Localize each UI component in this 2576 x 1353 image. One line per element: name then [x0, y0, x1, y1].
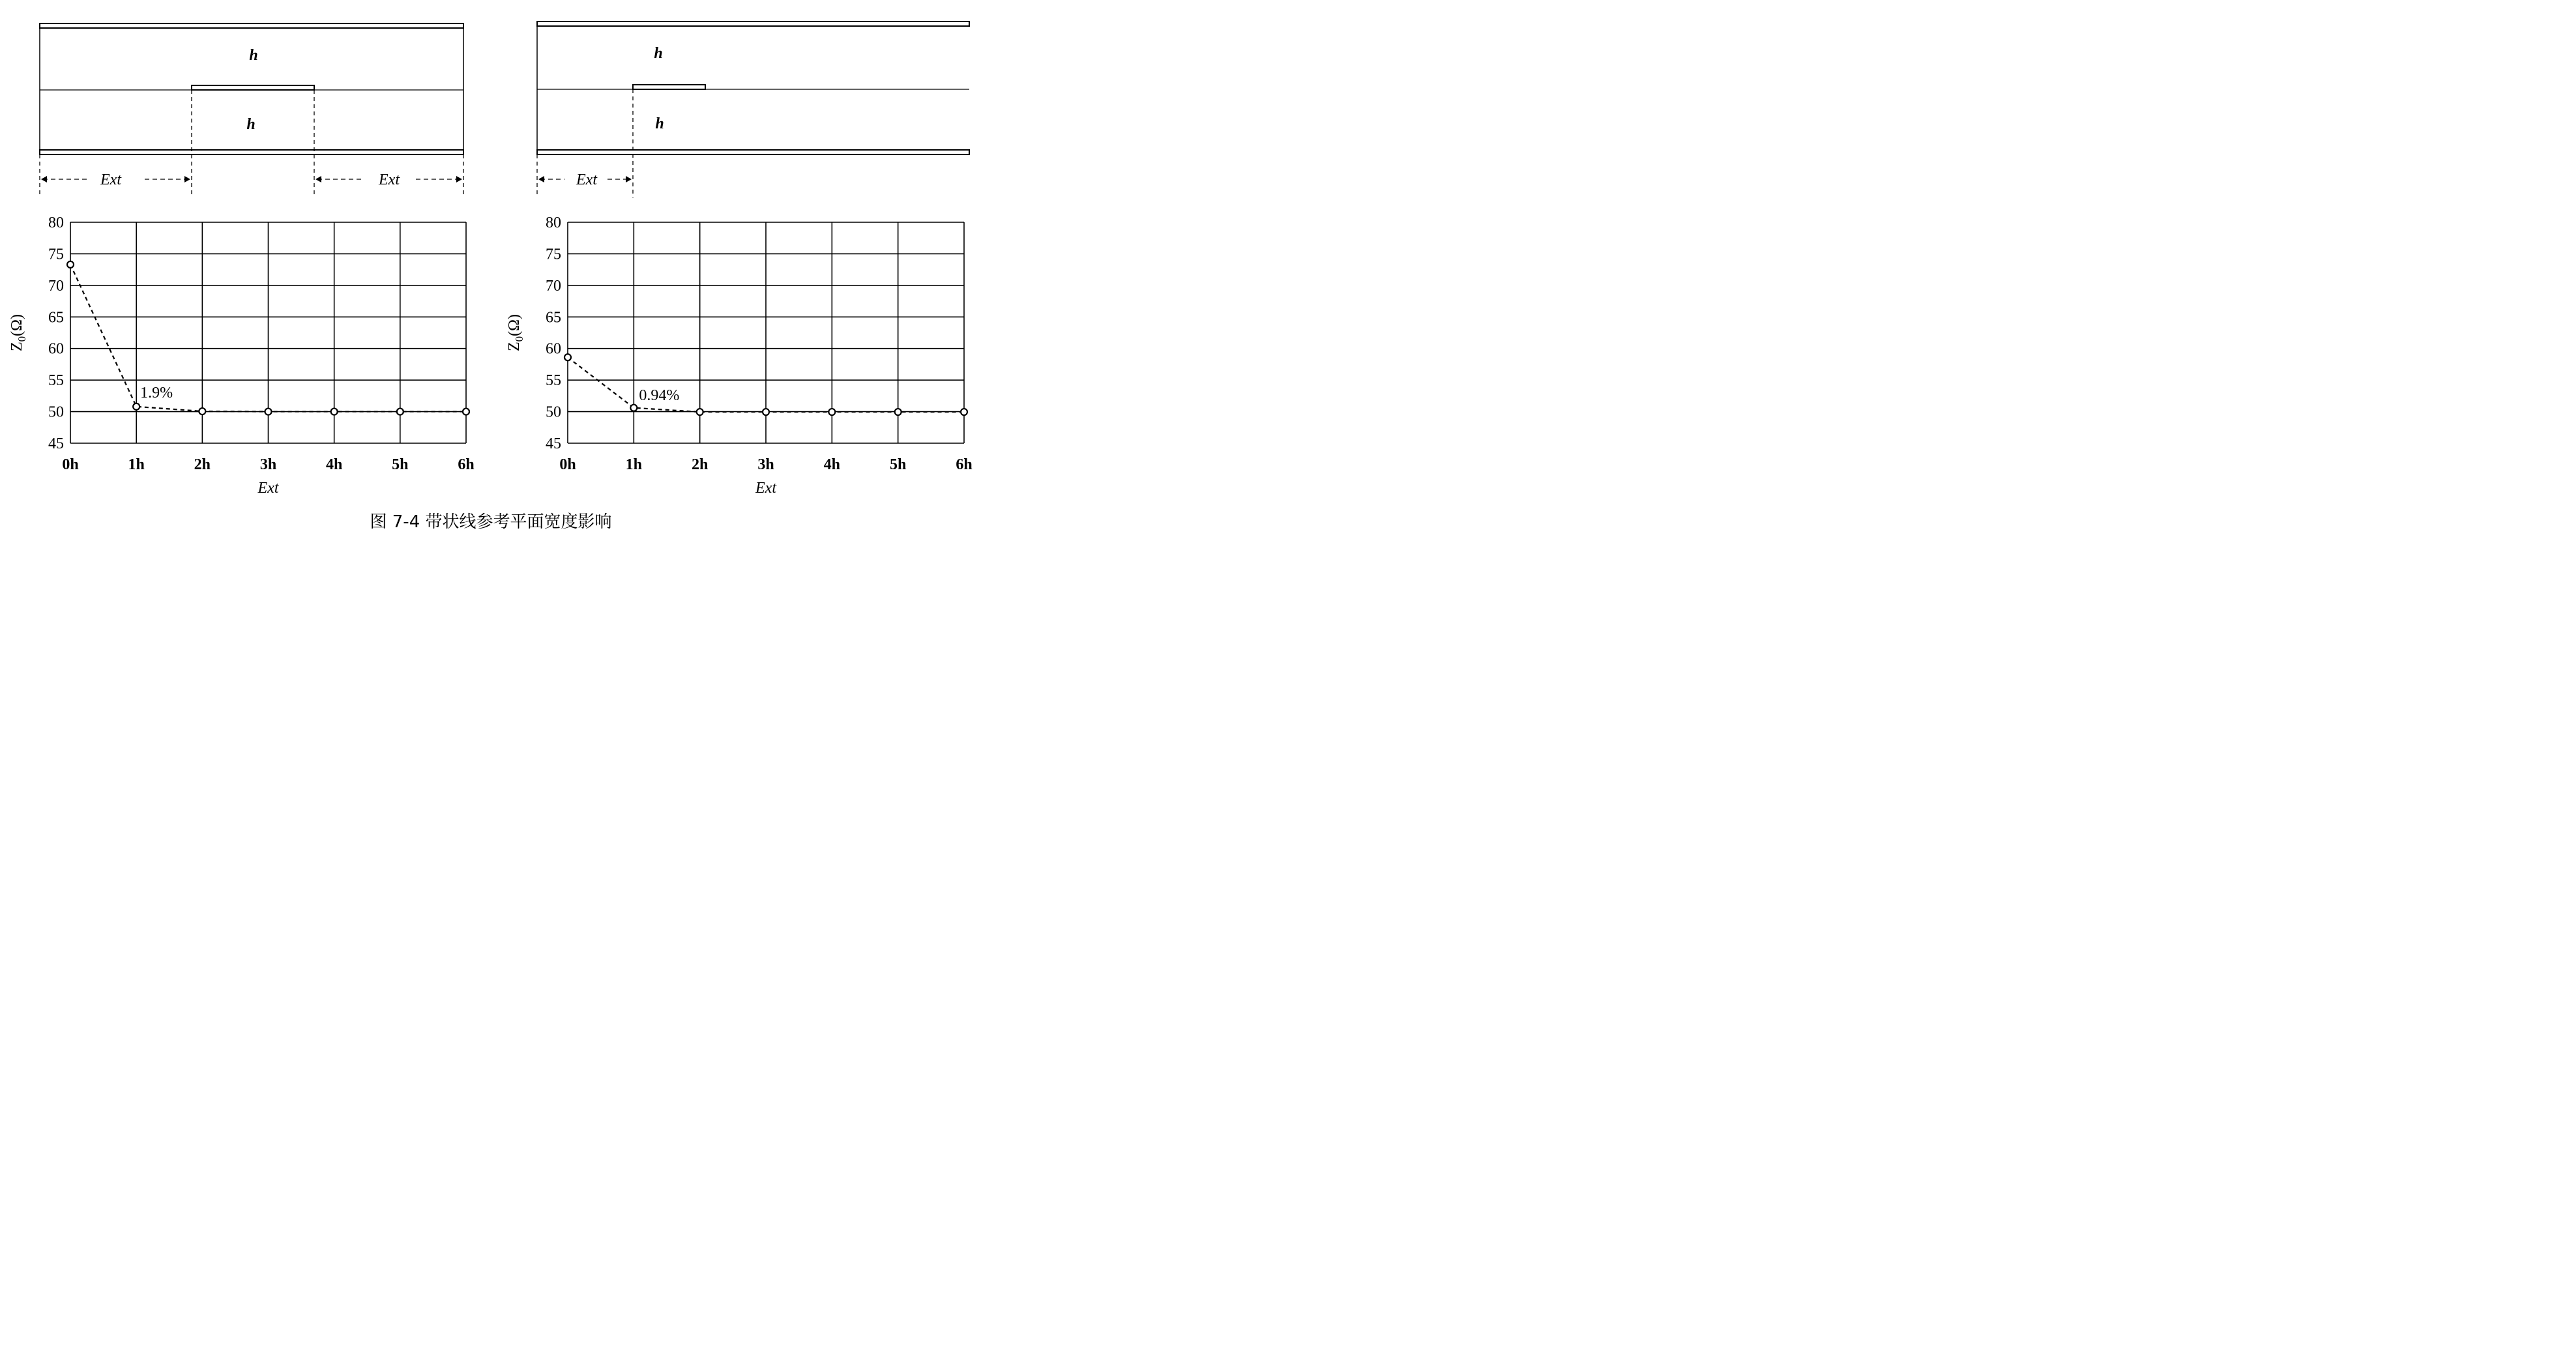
data-point: [265, 409, 272, 415]
x-tick-labels: [559, 456, 972, 473]
y-tick-label: 55: [48, 372, 64, 390]
x-tick-label: 5h: [392, 456, 409, 473]
data-point: [895, 409, 901, 415]
ext-label-right: Ext: [379, 171, 400, 188]
y-axis-label: $Z_0(\Omega)$: [506, 314, 525, 351]
y-axis-label: $Z_0(\Omega)$: [8, 314, 28, 351]
data-point: [397, 409, 403, 415]
h-bottom-label: h: [246, 116, 256, 133]
percent-annotation: 0.94%: [639, 386, 680, 404]
ext-label-left: Ext: [100, 171, 121, 188]
x-tick-label: 3h: [757, 456, 774, 473]
figure-caption: 图 7-4 带状线参考平面宽度影响: [370, 512, 612, 531]
y-tick-label: 80: [546, 214, 561, 231]
x-tick-label: 6h: [956, 456, 973, 473]
right-stripline-diagram: [537, 22, 969, 197]
x-tick-label: 4h: [325, 456, 343, 473]
y-tick-labels: [546, 214, 561, 452]
y-tick-label: 65: [48, 309, 64, 327]
y-tick-label: 60: [48, 340, 64, 358]
x-axis-label: Ext: [755, 480, 776, 497]
y-tick-label: 80: [48, 214, 64, 231]
signal-trace: [633, 85, 705, 89]
y-tick-labels: [48, 214, 64, 452]
h-bottom-label: h: [655, 115, 664, 132]
data-point: [697, 409, 703, 415]
h-top-label: h: [654, 45, 663, 62]
x-tick-labels: [62, 456, 474, 473]
data-point: [630, 405, 637, 411]
data-point: [133, 403, 139, 410]
y-tick-label: 50: [546, 403, 561, 421]
figure-canvas: [0, 0, 1010, 531]
x-tick-label: 6h: [458, 456, 475, 473]
bottom-reference-plane: [40, 150, 463, 154]
data-point: [961, 409, 967, 415]
ext-label: Ext: [576, 171, 597, 188]
data-point: [463, 409, 469, 415]
x-tick-label: 3h: [259, 456, 277, 473]
top-reference-plane: [40, 23, 463, 28]
y-tick-label: 70: [48, 277, 64, 295]
y-tick-label: 75: [546, 246, 561, 263]
data-point: [331, 409, 338, 415]
y-tick-label: 65: [546, 309, 561, 327]
bottom-reference-plane: [537, 150, 969, 154]
x-tick-label: 1h: [625, 456, 643, 473]
y-tick-label: 70: [546, 277, 561, 295]
data-point: [564, 354, 571, 360]
top-reference-plane: [537, 22, 969, 26]
x-tick-label: 0h: [559, 456, 576, 473]
data-point: [67, 261, 74, 268]
right-impedance-chart: [506, 214, 973, 497]
signal-trace: [192, 85, 314, 90]
x-tick-label: 2h: [691, 456, 709, 473]
data-point: [763, 409, 769, 415]
x-tick-label: 5h: [889, 456, 907, 473]
percent-annotation: 1.9%: [140, 384, 173, 401]
data-point: [828, 409, 835, 415]
x-tick-label: 2h: [194, 456, 211, 473]
data-point: [199, 408, 205, 415]
left-impedance-chart: [8, 214, 475, 497]
y-tick-label: 75: [48, 246, 64, 263]
x-tick-label: 0h: [62, 456, 79, 473]
x-tick-label: 4h: [823, 456, 841, 473]
y-tick-label: 60: [546, 340, 561, 358]
h-top-label: h: [249, 47, 258, 64]
x-axis-label: Ext: [257, 480, 279, 497]
y-tick-label: 50: [48, 403, 64, 421]
x-tick-label: 1h: [128, 456, 145, 473]
y-tick-label: 45: [546, 435, 561, 452]
y-tick-label: 55: [546, 372, 561, 390]
left-stripline-diagram: [40, 23, 463, 197]
y-tick-label: 45: [48, 435, 64, 452]
